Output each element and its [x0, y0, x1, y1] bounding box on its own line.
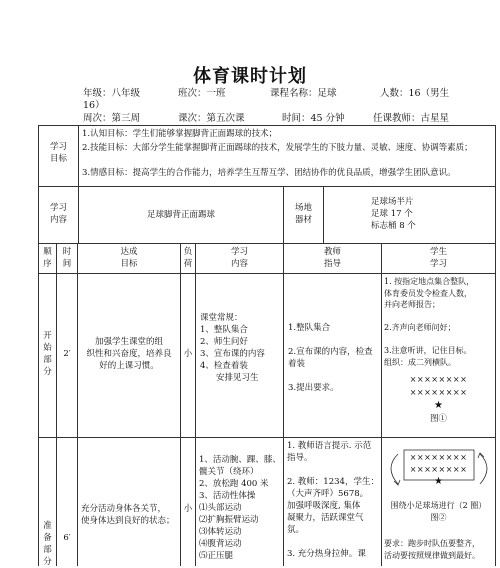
meta-course: 课程名称：足球 [270, 88, 337, 99]
row2-caption: 围绕小足球场进行（2 圈） [390, 501, 487, 510]
row2-load: 小 [183, 504, 193, 514]
page-title: 体育课时计划 [193, 66, 307, 87]
content-label: 学习 内容 [49, 203, 67, 225]
row1-learn: 课堂常规： 1、整队集合 2、师生问好 3、宣布课的内容 4、检查着装 安排见习生 [200, 313, 265, 383]
row2-target: 充分活动身体各关节， 使身体达到良好的状态； [81, 504, 175, 526]
header-learn: 学习 内容 [230, 247, 248, 269]
header-order: 顺 序 [43, 247, 52, 269]
row1-time: 2′ [63, 349, 71, 359]
row2-figure-caption: 图② [430, 513, 447, 522]
row2-teacher-star-icon: ★ [434, 476, 443, 487]
goals-label: 学习 目标 [49, 142, 67, 164]
meta-grade: 年级：八年级 [83, 88, 141, 99]
row2-learn: 1、活动腕、踝、膝、 髋关节（绕环） 2、放松跑 400 米 3、活动性体操 ⑴头部运动 ⑵扩胸振臂运动 ⑶体转运动 ⑷腹背运动 ⑸正压腿 [199, 455, 281, 561]
row1-formation-row1: ×××××××× [409, 375, 468, 384]
goal-affective: 3.情感目标：提高学生的合作能力，培养学生互帮互学、团结协作的优良品质，增强学生团队意识。 [82, 168, 456, 178]
meta-teacher: 任课教师：古星星 [373, 113, 450, 124]
header-load: 负 荷 [183, 247, 193, 269]
meta-count: 人数：16（男生 [380, 88, 450, 99]
row1-load: 小 [183, 349, 193, 359]
row2-student: 要求：跑步时队伍要整齐， 活动要按照规律做到最好。 [384, 539, 480, 560]
row2-formation-row1: ×××××××× [409, 453, 468, 462]
meta-count-cont: 16） [83, 100, 105, 111]
row2-teacher: 1. 教师语言提示. 示范 指导。 2. 教师：1234，学生： （大声齐呼）5678。 加强呼吸深度, 集体 凝聚力，活跃课堂气 氛。 3. 充分热身拉伸。课 [287, 441, 379, 559]
content-text: 足球脚背正面踢球 [146, 210, 215, 220]
meta-class: 班次：一班 [178, 88, 226, 99]
row1-formation-row2: ×××××××× [409, 388, 468, 397]
venue-label: 场地 器材 [294, 203, 312, 225]
row1-student: 1. 按指定地点集合整队， 体育委员发令检查人数， 并向老师报告； 2.齐声向老师问好； 3.注意听讲，记住目标。 组织：成二列横队。 [384, 277, 475, 367]
meta-week: 周次：第三周 [83, 113, 141, 124]
row1-teacher: 1.整队集合 2.宣布课的内容，检查 着装 3.提出要求。 [288, 323, 373, 393]
goal-cognitive: 1.认知目标：学生们能够掌握脚背正面踢球的技术； [82, 129, 278, 139]
row1-order: 开 始 部 分 [43, 331, 52, 377]
meta-time: 时间：45 分钟 [282, 113, 345, 124]
meta-lesson: 课次：第五次课 [178, 113, 245, 124]
row2-order: 准 备 部 分 [43, 521, 52, 567]
teacher-star-icon: ★ [434, 400, 443, 411]
header-target: 达成 目标 [120, 247, 138, 269]
row1-figure-caption: 图① [429, 414, 447, 424]
row2-time: 6′ [63, 533, 71, 543]
row2-formation-row2: ×××××××× [409, 465, 468, 474]
equipment-list: 足球场半片 足球 17 个 标志桶 8 个 [371, 197, 416, 231]
header-teacher: 教师 指导 [323, 247, 341, 269]
header-student: 学生 学习 [429, 247, 447, 269]
header-time: 时 间 [62, 247, 72, 269]
row1-target: 加强学生课堂的组 织性和兴奋度，培养良 好的上课习惯。 [86, 337, 172, 371]
goal-skill: 2.技能目标：大部分学生能掌握脚背正面踢球的技术，发展学生的下肢力量、灵敏、速度、协调等素质； [82, 143, 473, 153]
